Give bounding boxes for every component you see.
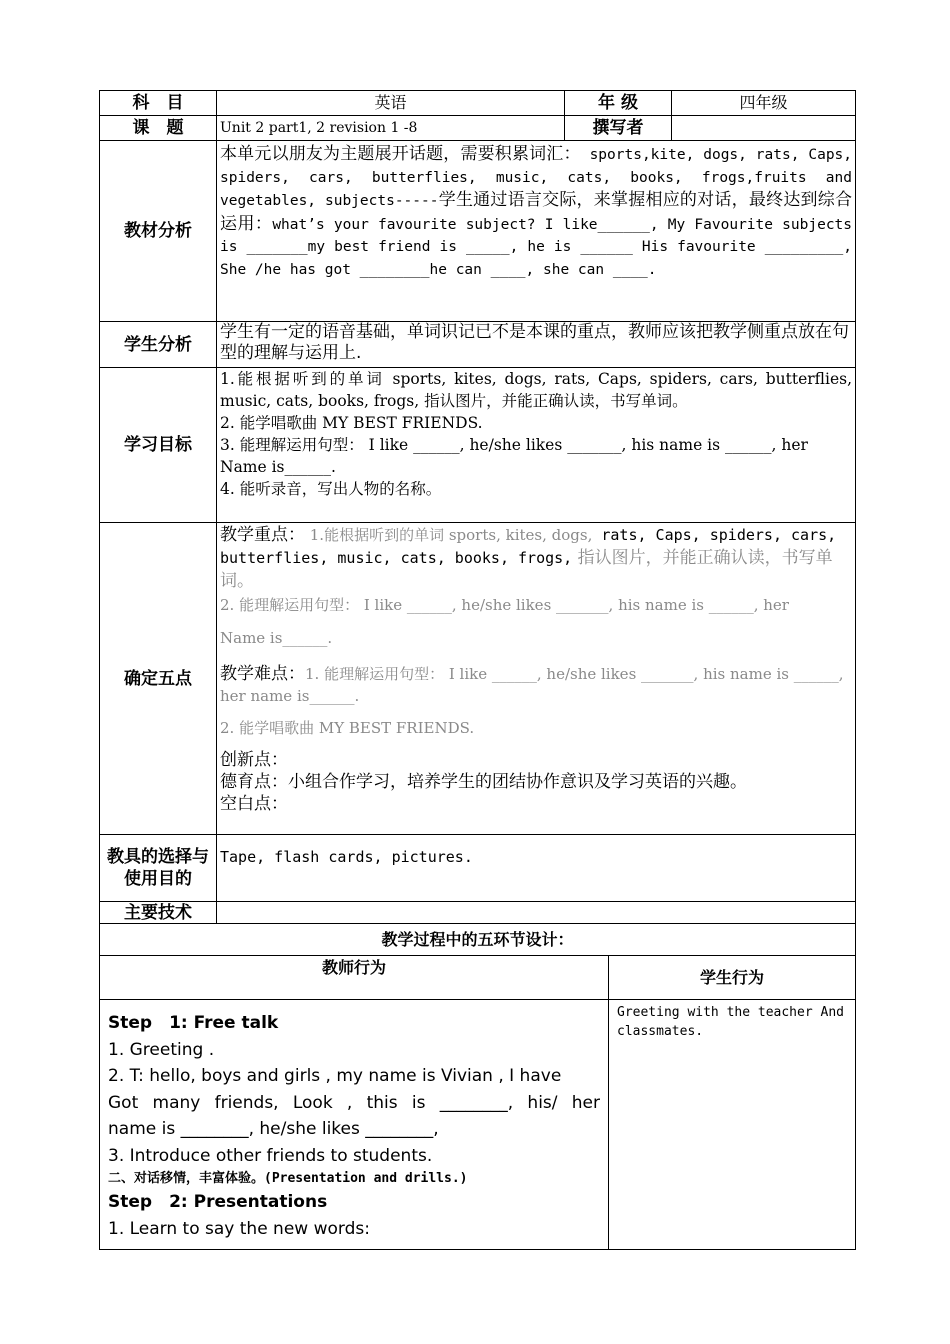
- tech-row: [100, 902, 856, 924]
- key-point-1-words: rats, Caps, spiders, cars, butterflies, music, cats, books, frogs,: [220, 526, 837, 567]
- teacher-step-2b: Got many friends, Look , this is ________, his/ her: [108, 1092, 600, 1113]
- material-text: [220, 143, 852, 281]
- points-content: [217, 523, 856, 835]
- subject-value: 英语: [217, 91, 565, 116]
- goal-4: 4. 能听录音，写出人物的名称。: [220, 480, 442, 498]
- tech-label: 主要技术: [100, 902, 217, 924]
- goal-1: 1.能根据听到的单词 sports, kites, dogs, rats, Caps, spiders, cars, butterflies, music, cats, books, frogs, 指认图片，并能正确认读，书写单词。: [220, 370, 852, 410]
- diff-point-2: 2. 能学唱歌曲 MY BEST FRIENDS.: [220, 719, 475, 737]
- points-label: 确定五点: [100, 523, 217, 835]
- step-1-title: Step 1: Free talk: [108, 1013, 279, 1033]
- teacher-step-2a: 2. T: hello, boys and girls , my name is Vivian , I have: [108, 1066, 562, 1086]
- blank-point: 空白点：: [220, 794, 288, 814]
- tech-value: [217, 902, 856, 924]
- lesson-plan-table: [99, 90, 856, 956]
- key-point-1-end: 指认图片，并能正确认读，书写单词。: [220, 548, 833, 591]
- subject-row: [100, 91, 856, 116]
- grade-value: 四年级: [672, 91, 856, 116]
- material-sentence-2: His favourite _________, She /he has got ________he can ____, she can ____.: [220, 239, 852, 278]
- key-point-1: 1.能根据听到的单词 sports, kites, dogs,: [305, 526, 593, 544]
- process-title-row: [100, 924, 856, 956]
- goal-3b: Name is______.: [220, 458, 336, 476]
- difficult-points: [220, 663, 852, 707]
- teacher-header: 教师行为: [100, 956, 609, 1000]
- key-point-2: 2. 能理解运用句型： I like ______, he/she likes _______, his name is ______, her: [220, 596, 789, 614]
- goal-3: 3. 能理解运用句型： I like ______, he/she likes _______, his name is ______, her: [220, 436, 808, 454]
- student-header: 学生行为: [609, 956, 856, 1000]
- tools-row: [100, 835, 856, 902]
- material-words-2: Caps, spiders, cars, butterflies, music, cats, books, frogs,fruits and vegetables, subjects-----: [220, 147, 853, 209]
- topic-value: Unit 2 part1, 2 revision 1 -8: [217, 116, 565, 141]
- teacher-actions: [100, 1000, 609, 1250]
- section-2-title: 二、对话移情，丰富体验。(Presentation and drills.): [108, 1171, 468, 1186]
- diff-point-1: 1. 能理解运用句型： I like ______, he/she likes _______, his name is ______, her name is______.: [220, 665, 844, 705]
- material-row: [100, 141, 856, 322]
- lesson-plan-page: [99, 90, 855, 1250]
- process-table: [99, 955, 856, 1250]
- key-points: [220, 524, 852, 593]
- innovation-point: 创新点：: [220, 750, 288, 770]
- student-text: 学生有一定的语音基础，单词识记已不是本课的重点，教师应该把教学侧重点放在句型的理解与运用上.: [217, 322, 856, 368]
- material-label: 教材分析: [100, 141, 217, 322]
- teacher-step-4: 1. Learn to say the new words:: [108, 1218, 370, 1239]
- subject-label: 科 目: [100, 91, 217, 116]
- student-label: 学生分析: [100, 322, 217, 368]
- goal-2: 2. 能学唱歌曲 MY BEST FRIENDS.: [220, 414, 483, 432]
- author-value: [672, 116, 856, 141]
- tools-label: 教具的选择与使用目的: [100, 835, 217, 902]
- key-label: 教学重点：: [220, 525, 305, 545]
- material-sentence-1: what’s your favourite subject? I like______, My Favourite subjects is _______my best friend is _____, he is ______: [220, 216, 853, 255]
- step-2-title: Step 2: Presentations: [108, 1192, 328, 1212]
- process-title: 教学过程中的五环节设计：: [100, 924, 856, 956]
- material-words-1: sports,kite, dogs, rats,: [580, 147, 800, 163]
- author-label: 撰写者: [565, 116, 672, 141]
- moral-point: 德育点：小组合作学习，培养学生的团结协作意识及学习英语的兴趣。: [220, 772, 747, 792]
- process-header-row: [100, 956, 856, 1000]
- tools-text: Tape, flash cards, pictures.: [217, 835, 856, 902]
- process-content-row: [100, 1000, 856, 1250]
- diff-label: 教学难点：: [220, 664, 305, 684]
- material-intro: 本单元以朋友为主题展开话题，需要积累词汇：: [220, 144, 581, 164]
- points-row: [100, 523, 856, 835]
- topic-row: [100, 116, 856, 141]
- goals-label: 学习目标: [100, 368, 217, 523]
- key-point-2b: Name is______.: [220, 629, 333, 647]
- goals-content: [217, 368, 856, 523]
- student-row: [100, 322, 856, 368]
- material-content: [217, 141, 856, 322]
- topic-label: 课 题: [100, 116, 217, 141]
- teacher-step-2c: name is ________, he/she likes ________,: [108, 1119, 439, 1139]
- grade-label: 年 级: [565, 91, 672, 116]
- teacher-step-1: 1. Greeting .: [108, 1039, 215, 1060]
- material-goal: 学生通过语言交际，来掌握相应的对话，最终达到综合运用：: [220, 190, 853, 234]
- teacher-step-3: 3. Introduce other friends to students.: [108, 1145, 433, 1166]
- goals-row: [100, 368, 856, 523]
- student-actions: Greeting with the teacher And classmates.: [609, 1000, 856, 1250]
